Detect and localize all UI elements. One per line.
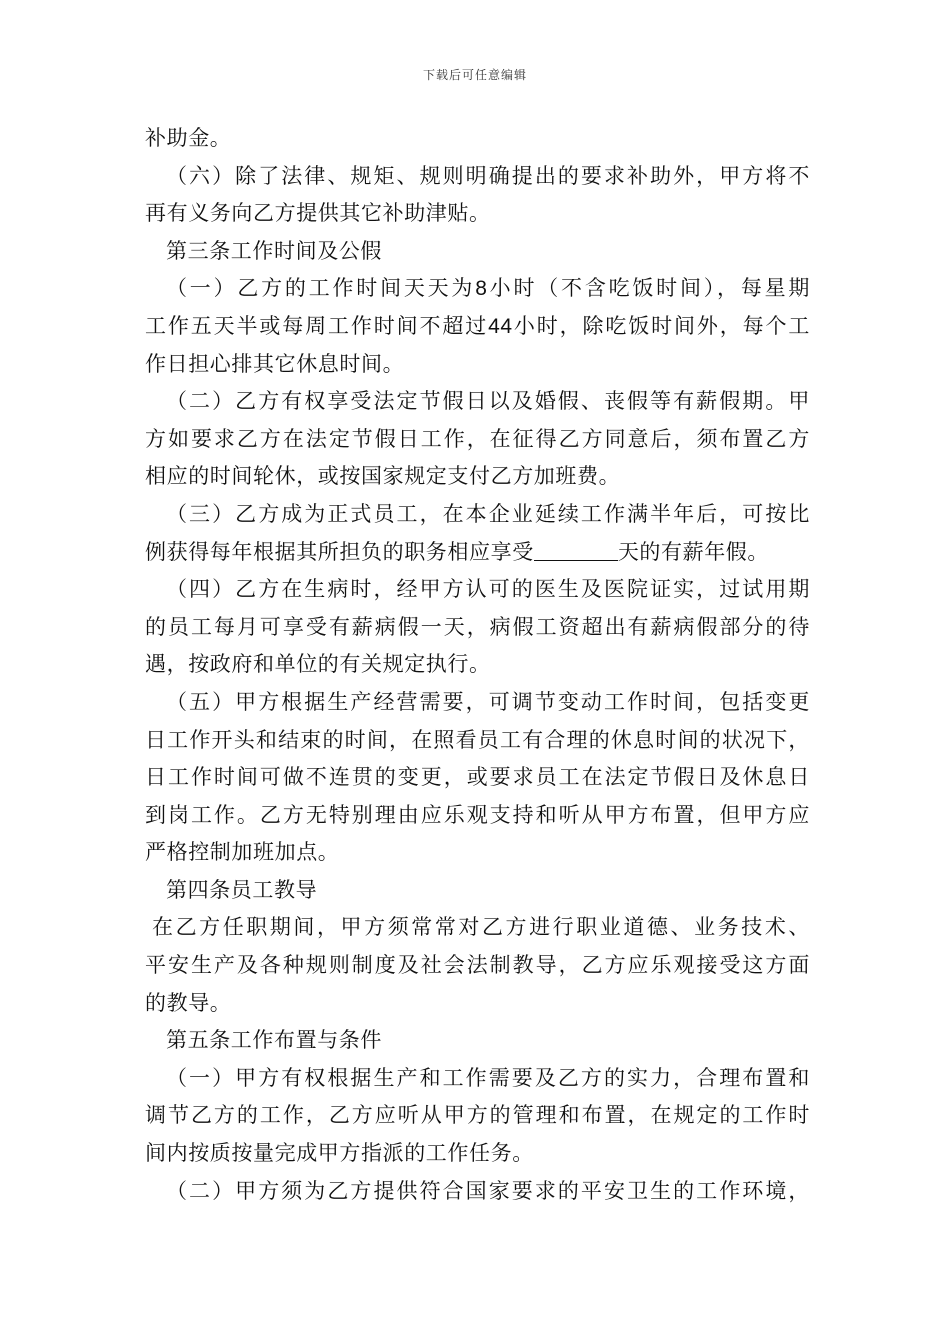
- text-line: 的教导。: [145, 990, 232, 1015]
- text-line: [145, 270, 810, 308]
- text-line: 调节乙方的工作，乙方应听从甲方的管理和布置，在规定的工作时: [145, 1103, 810, 1128]
- fill-in-blank: [534, 540, 618, 561]
- text-segment: （一）乙方的工作时间天天为: [166, 276, 476, 301]
- text-segment: 小时（不含吃饭时间），每星期: [487, 276, 810, 301]
- text-line: 日工作时间可做不连贯的变更，或要求员工在法定节假日及休息日: [145, 765, 810, 790]
- section-heading: 第三条工作时间及公假: [166, 238, 382, 263]
- page-header-note: 下载后可任意编辑: [422, 68, 527, 82]
- number-value: 8: [475, 277, 488, 301]
- text-line: [145, 534, 810, 572]
- text-line: 严格控制加班加点。: [145, 840, 340, 865]
- text-line: 日工作开头和结束的时间，在照看员工有合理的休息时间的状况下，: [145, 727, 810, 752]
- number-value: 44: [488, 314, 513, 338]
- text-line: 在乙方任职期间，甲方须常常对乙方进行职业道德、业务技术、: [152, 915, 810, 940]
- text-line: （二）甲方须为乙方提供符合国家要求的平安卫生的工作环境，: [166, 1178, 810, 1203]
- section-heading: 第五条工作布置与条件: [166, 1028, 382, 1053]
- text-segment: 例获得每年根据其所担负的职务相应享受: [145, 539, 534, 564]
- text-segment: 工作五天半或每周工作时间不超过: [145, 313, 489, 338]
- text-segment: 小时，除吃饭时间外，每个工: [512, 313, 810, 338]
- document-body: [145, 120, 810, 1210]
- text-line: 间内按质按量完成甲方指派的工作任务。: [145, 1141, 534, 1166]
- text-line: 补助金。: [145, 126, 232, 150]
- text-line: （五）甲方根据生产经营需要，可调节变动工作时间，包括变更: [166, 689, 810, 714]
- text-line: （六）除了法律、规矩、规则明确提出的要求补助外，甲方将不: [166, 163, 810, 188]
- text-line: （一）甲方有权根据生产和工作需要及乙方的实力，合理布置和: [166, 1065, 810, 1090]
- section-heading: 第四条员工教导: [166, 877, 318, 902]
- text-line: （三）乙方成为正式员工，在本企业延续工作满半年后，可按比: [166, 501, 810, 526]
- text-line: 相应的时间轮休，或按国家规定支付乙方加班费。: [145, 464, 621, 489]
- text-line: 作日担心排其它休息时间。: [145, 351, 405, 376]
- text-line: 方如要求乙方在法定节假日工作，在征得乙方同意后，须布置乙方: [145, 426, 810, 451]
- text-line: 到岗工作。乙方无特别理由应乐观支持和听从甲方布置，但甲方应: [145, 802, 810, 827]
- text-line: （四）乙方在生病时，经甲方认可的医生及医院证实，过试用期: [166, 577, 810, 602]
- text-line: （二）乙方有权享受法定节假日以及婚假、丧假等有薪假期。甲: [166, 389, 810, 414]
- text-line: 再有义务向乙方提供其它补助津贴。: [145, 201, 491, 226]
- text-line: [145, 308, 810, 346]
- text-line: 的员工每月可享受有薪病假一天，病假工资超出有薪病假部分的待: [145, 614, 810, 639]
- text-segment: 天的有薪年假。: [617, 539, 770, 564]
- text-line: 平安生产及各种规则制度及社会法制教导，乙方应乐观接受这方面: [145, 953, 810, 978]
- text-line: 遇，按政府和单位的有关规定执行。: [145, 652, 491, 677]
